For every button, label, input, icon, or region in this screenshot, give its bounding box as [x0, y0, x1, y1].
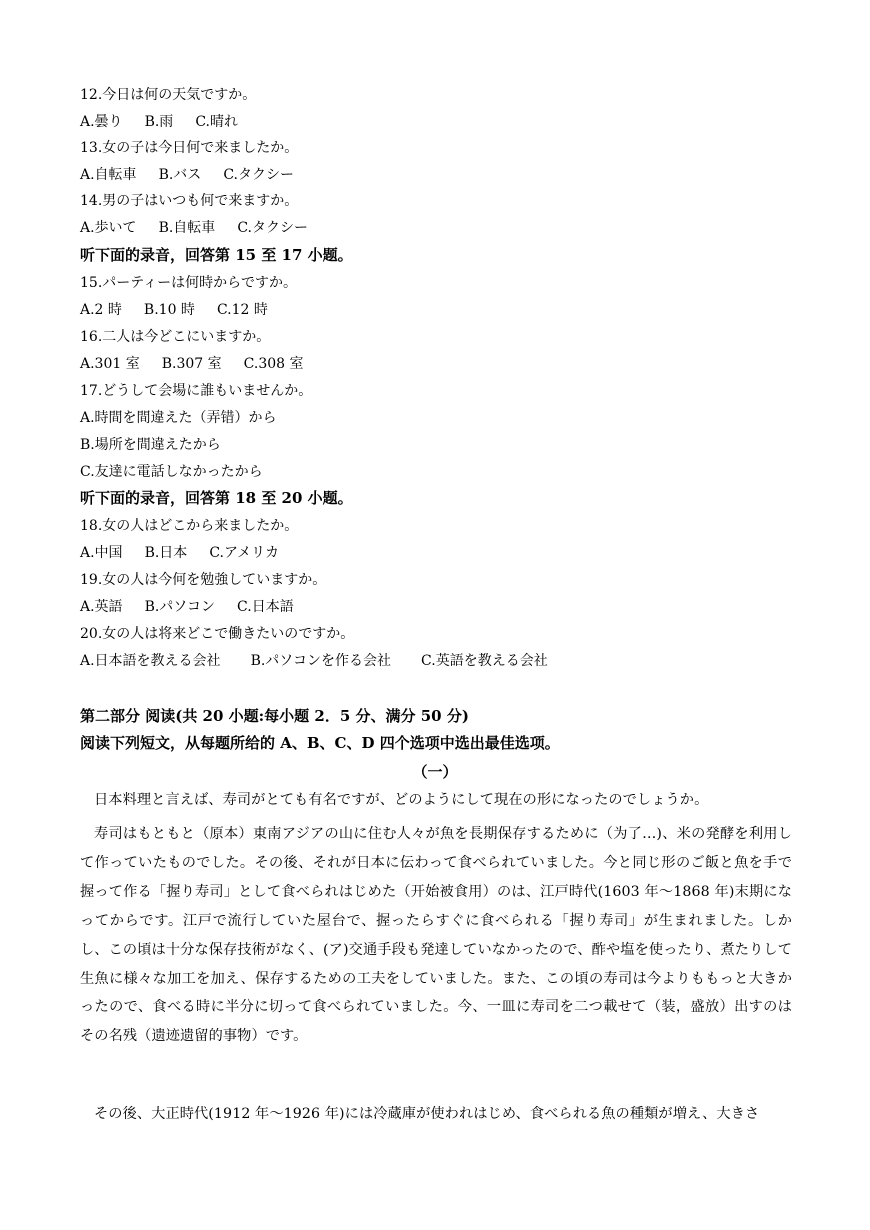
option-b: B.パソコンを作る会社 — [250, 653, 392, 669]
passage-paragraph-1: 日本料理と言えば、寿司がとても有名ですが、どのようにして現在の形になったのでしょうか。 — [94, 792, 709, 808]
section-heading-18-20: 听下面的录音，回答第 18 至 20 小题。 — [80, 489, 353, 507]
passage-number: （一） — [412, 763, 458, 781]
question-13-options — [80, 166, 316, 184]
option-b: B.パソコン — [144, 599, 216, 615]
part2-instruction: 阅读下列短文，从每题所给的 A、B、C、D 四个选项中选出最佳选项。 — [80, 734, 560, 752]
option-a: A.自転車 — [80, 167, 137, 183]
question-15-options — [80, 301, 290, 319]
question-18: 18.女の人はどこから来ましたか。 — [80, 518, 299, 534]
option-c: C.12 時 — [216, 302, 268, 318]
option-c: C.タクシー — [223, 167, 294, 183]
option-c: C.アメリカ — [209, 545, 279, 561]
question-18-options — [80, 544, 301, 562]
option-a: A.中国 — [80, 545, 123, 561]
question-16-options — [80, 355, 326, 373]
passage-paragraph-3: その後、大正時代(1912 年～1926 年)には冷蔵庫が使われはじめ、食べられる魚の種類が増え、大きさ — [94, 1106, 760, 1122]
option-c: C.タクシー — [237, 220, 308, 236]
question-20-options — [80, 652, 578, 670]
question-14: 14.男の子はいつも何で来ますか。 — [80, 193, 299, 209]
option-a: A.2 時 — [80, 302, 122, 318]
option-b: B.307 室 — [161, 356, 222, 372]
option-c: C.晴れ — [195, 114, 238, 130]
question-19: 19.女の人は今何を勉強していますか。 — [80, 572, 327, 588]
question-17-option-b: B.場所を間違えたから — [80, 437, 221, 453]
part2-heading: 第二部分 阅读(共 20 小题:每小题 2．5 分、满分 50 分) — [80, 707, 469, 725]
option-c: C.英語を教える会社 — [421, 653, 548, 669]
question-16: 16.二人は今どこにいますか。 — [80, 329, 271, 345]
question-14-options — [80, 219, 330, 237]
section-heading-15-17: 听下面的录音，回答第 15 至 17 小题。 — [80, 246, 353, 264]
option-b: B.バス — [158, 167, 202, 183]
question-12-options — [80, 113, 260, 131]
question-19-options — [80, 598, 316, 616]
option-b: B.日本 — [144, 545, 188, 561]
question-20: 20.女の人は将来どこで働きたいのですか。 — [80, 626, 355, 642]
option-b: B.10 時 — [143, 302, 195, 318]
question-15: 15.パーティーは何時からですか。 — [80, 275, 298, 291]
passage-paragraph-2: 寿司はもともと（原本）東南アジアの山に住む人々が魚を長期保存するために（为了…)、米の発酵を利用して作っていたものでした。その後、それが日本に伝わって食べられていました。今と同じ形のご飯と魚を手で握って作る「握り寿司」として食べられはじめた（开始被食用）のは、江戸時代(1603 年～1868 年)末期になってからです。江戸で流行していた屋台で、握ったらすぐに食べられる「握り寿司」が生まれました。しかし、この頃は十分な保存技術がなく、(ア)交通手段も発達していなかったので、酢や塩を使ったり、煮たりして生魚に様々な加工を加え、保存するための工夫をしていました。また、この頃の寿司は今よりももっと大きかったので、食べる時に半分に切って食べられていました。今、一皿に寿司を二つ載せて（装，盛放）出すのはその名残（遗迹遗留的事物）です。 — [80, 826, 792, 1045]
option-a: A.歩いて — [80, 220, 137, 236]
option-b: B.自転車 — [158, 220, 216, 236]
option-a: A.英語 — [80, 599, 123, 615]
question-17-option-a: A.時間を間違えた（弄错）から — [80, 410, 277, 426]
question-13: 13.女の子は今日何で来ましたか。 — [80, 140, 299, 156]
option-b: B.雨 — [144, 114, 174, 130]
option-c: C.308 室 — [243, 356, 304, 372]
option-a: A.日本語を教える会社 — [80, 653, 221, 669]
option-c: C.日本語 — [237, 599, 294, 615]
question-12: 12.今日は何の天気ですか。 — [80, 87, 257, 103]
option-a: A.301 室 — [80, 356, 140, 372]
option-a: A.曇り — [80, 114, 123, 130]
question-17: 17.どうして会場に誰もいませんか。 — [80, 383, 313, 399]
question-17-option-c: C.友達に電話しなかったから — [80, 464, 263, 480]
